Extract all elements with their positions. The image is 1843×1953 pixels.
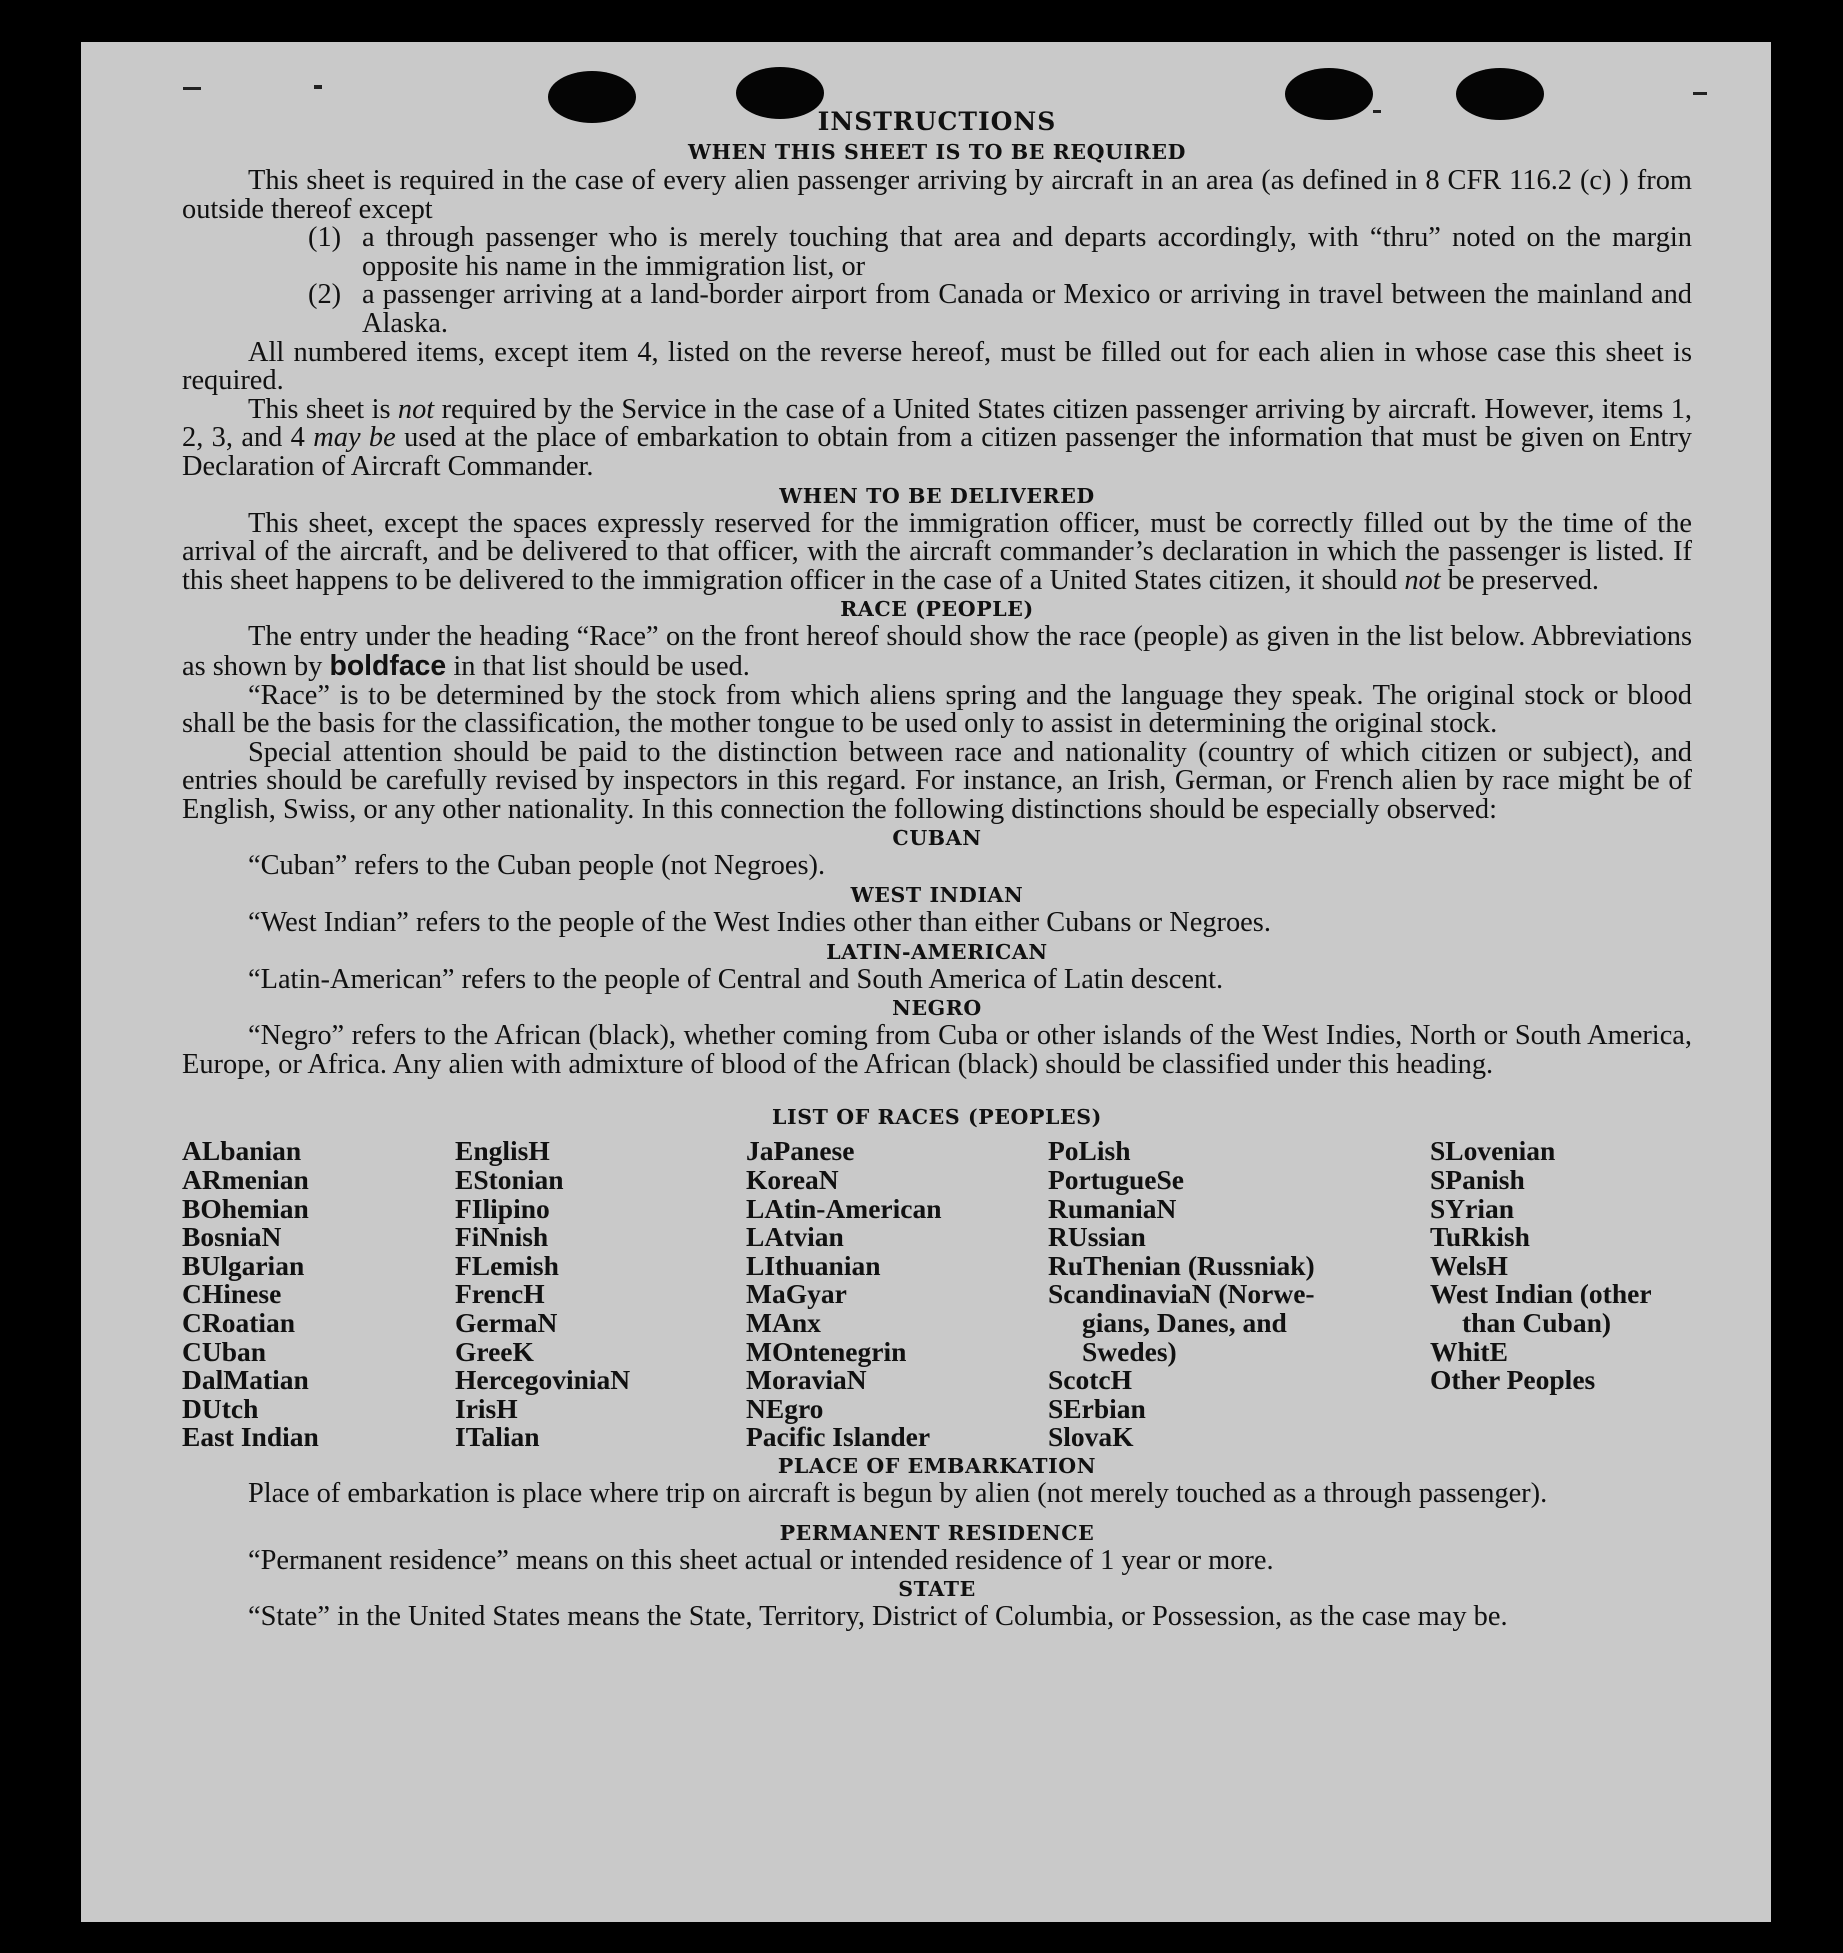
exception-number: (1) [308, 222, 342, 254]
race-entry: LIthuanian [746, 1249, 881, 1281]
race-entry: MoraviaN [746, 1364, 867, 1396]
scan-speck [314, 85, 322, 89]
race-entry: SLovenian [1430, 1135, 1556, 1167]
race-entry: ARmenian [182, 1164, 309, 1196]
race-entry: WhitE [1430, 1335, 1508, 1367]
race-entry: ITalian [455, 1421, 540, 1453]
heading-when-delivered: WHEN TO BE DELIVERED [779, 483, 1095, 508]
race-entry: FiNnish [455, 1221, 549, 1253]
scan-speck [1693, 92, 1707, 95]
race-entry: RuThenian (Russniak) [1048, 1249, 1315, 1281]
race-entry: FLemish [455, 1249, 559, 1281]
heading-state: STATE [898, 1577, 976, 1602]
race-entry: JaPanese [746, 1135, 855, 1167]
race-entry: ALbanian [182, 1135, 302, 1167]
race-entry-continued: gians, Danes, and [1082, 1307, 1287, 1338]
race-entry: BOhemian [182, 1192, 309, 1224]
paragraph-required: This sheet is required in the case of every alien passenger arriving by aircraft in an area (as defined in 8 CFR 116.2 (c) ) from outside thereof except [182, 165, 1692, 225]
race-entry: Other Peoples [1430, 1364, 1596, 1396]
race-entry: SYrian [1430, 1192, 1515, 1224]
heading-west-indian: WEST INDIAN [850, 883, 1024, 908]
race-entry: DalMatian [182, 1364, 309, 1396]
race-entry: IrisH [455, 1392, 518, 1424]
exception-text: a passenger arriving at a land-border airport from Canada or Mexico or arriving in travel between the mainland and Alaska. [362, 279, 1692, 339]
exception-text: a through passenger who is merely touching that area and departs accordingly, with “thru” noted on the margin opposite his name in the immigration list, or [362, 222, 1692, 282]
race-entry: TuRkish [1430, 1221, 1530, 1253]
race-entry: NEgro [746, 1392, 824, 1424]
exception-item [308, 281, 1692, 338]
document-sheet [81, 42, 1771, 1922]
paragraph-race-entry: The entry under the heading “Race” on the front hereof should show the race (people) as given in the list below. Abbreviations as shown by boldface in that list should be used. [182, 621, 1692, 682]
race-entry: LAtin-American [746, 1192, 942, 1224]
race-entry: CHinese [182, 1278, 282, 1310]
heading-list-of-races: LIST OF RACES (PEOPLES) [772, 1105, 1102, 1130]
heading-negro: NEGRO [892, 996, 982, 1021]
race-entry: LAtvian [746, 1221, 844, 1253]
race-entry: PortugueSe [1048, 1164, 1184, 1196]
race-entry: BosniaN [182, 1221, 282, 1253]
race-entry: SPanish [1430, 1164, 1525, 1196]
exception-number: (2) [308, 279, 342, 311]
race-column [746, 1137, 1048, 1452]
heading-place-of-embarkation: PLACE OF EMBARKATION [777, 1453, 1097, 1478]
paragraph-numbered-items: All numbered items, except item 4, listed on the reverse hereof, must be filled out for each alien in whose case this sheet is required. [182, 336, 1692, 397]
race-entry: KoreaN [746, 1164, 839, 1196]
paragraph-citizen: This sheet is not required by the Service in the case of a United States citizen passenger arriving by aircraft. However, items 1, 2, 3, and 4 may be used at the place of embarkation to obtain from a citizen passenger the information that must be given on Entry Declaration of Aircraft Commander. [182, 393, 1692, 482]
page-title: INSTRUCTIONS [817, 107, 1057, 136]
race-entry: SErbian [1048, 1392, 1146, 1424]
race-entry: EStonian [455, 1164, 564, 1196]
paragraph-state: “State” in the United States means the State, Territory, District of Columbia, or Possession, as the case may be. [248, 1601, 1508, 1633]
instructions-text [182, 105, 1692, 1632]
race-column [182, 1137, 455, 1452]
race-entry: CRoatian [182, 1307, 296, 1338]
paragraph-cuban: “Cuban” refers to the Cuban people (not Negroes). [248, 850, 826, 882]
race-column [1430, 1137, 1692, 1452]
race-entry: MaGyar [746, 1278, 847, 1310]
paragraph-residence: “Permanent residence” means on this sheet actual or intended residence of 1 year or more. [248, 1544, 1274, 1576]
paragraph-west-indian: “West Indian” refers to the people of the West Indies other than either Cubans or Negroes. [248, 907, 1271, 939]
race-column [455, 1137, 746, 1452]
race-entry: PoLish [1048, 1135, 1131, 1167]
paragraph-embarkation: Place of embarkation is place where trip on aircraft is begun by alien (not merely touched as a through passenger). [248, 1477, 1548, 1509]
heading-when-required: WHEN THIS SHEET IS TO BE REQUIRED [688, 140, 1186, 164]
race-entry: GermaN [455, 1307, 558, 1338]
race-list [182, 1137, 1692, 1452]
heading-race: RACE (PEOPLE) [840, 597, 1034, 622]
race-entry: East Indian [182, 1421, 319, 1453]
race-entry-continued: Swedes) [1082, 1335, 1177, 1367]
race-entry: BUlgarian [182, 1249, 305, 1281]
scan-speck [183, 87, 201, 90]
race-entry: FIlipino [455, 1192, 550, 1224]
race-entry: DUtch [182, 1392, 259, 1424]
race-entry: CUban [182, 1335, 267, 1367]
paragraph-negro: “Negro” refers to the African (black), whether coming from Cuba or other islands of the West Indies, North or South America, Europe, or Africa. Any alien with admixture of blood of the African (black) should be classified under this heading. [182, 1020, 1692, 1080]
race-entry: MOntenegrin [746, 1335, 907, 1367]
paragraph-latin-american: “Latin-American” refers to the people of Central and South America of Latin descent. [248, 963, 1224, 995]
heading-permanent-residence: PERMANENT RESIDENCE [779, 1520, 1095, 1545]
race-entry: FrencH [455, 1278, 545, 1310]
exception-item [308, 224, 1692, 281]
race-entry: RUssian [1048, 1221, 1146, 1253]
paragraph-race-stock: “Race” is to be determined by the stock from which aliens spring and the language they speak. The original stock or blood shall be the basis for the classification, the mother tongue to be used only to assist in determining the original stock. [182, 679, 1692, 740]
race-entry: Pacific Islander [746, 1421, 931, 1453]
heading-cuban: CUBAN [892, 826, 982, 851]
race-entry: HercegoviniaN [455, 1364, 631, 1396]
race-entry: SlovaK [1048, 1421, 1134, 1453]
paragraph-delivered: This sheet, except the spaces expressly reserved for the immigration officer, must be correctly filled out by the time of the arrival of the aircraft, and be delivered to that officer, with the aircraft commander’s declaration in which the passenger is listed. If this sheet happens to be delivered to the immigration officer in the case of a United States citizen, it should not be preserved. [182, 507, 1692, 596]
race-entry: EnglisH [455, 1135, 550, 1167]
paragraph-race-nationality: Special attention should be paid to the distinction between race and nationality (country of which citizen or subject), and entries should be carefully revised by inspectors in this regard. For instance, an Irish, German, or French alien by race might be of English, Swiss, or any other nationality. In this connection the following distinctions should be especially observed: [182, 736, 1692, 825]
race-entry: RumaniaN [1048, 1192, 1177, 1224]
race-entry: GreeK [455, 1335, 534, 1367]
race-entry: West Indian (other than Cuban) [1430, 1278, 1652, 1338]
race-column [1048, 1137, 1430, 1452]
race-entry: ScandinaviaN (Norwe- [1048, 1278, 1315, 1310]
race-entry: WelsH [1430, 1249, 1508, 1281]
heading-latin-american: LATIN-AMERICAN [826, 939, 1048, 964]
race-entry: MAnx [746, 1307, 821, 1338]
race-entry: ScotcH [1048, 1364, 1133, 1396]
